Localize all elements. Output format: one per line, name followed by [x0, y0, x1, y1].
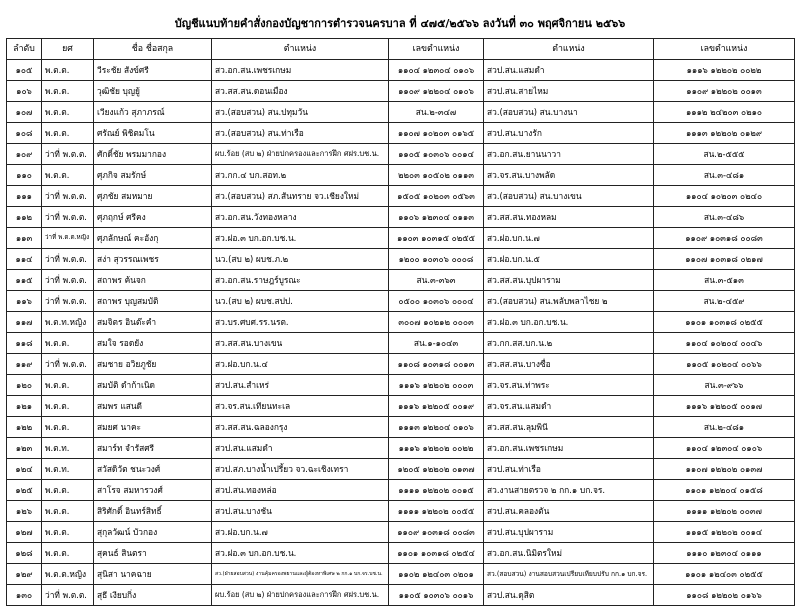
name-cell: สวัสดิวัต ชนะวงศ์ [94, 459, 212, 480]
new-position-number-cell: ๑๑๐๙ ๑๐๓๑๘ ๐๐๘๓ [654, 228, 795, 249]
new-position-number-cell: ๑๑๐๑ ๑๒๔๐๓ ๐๒๕๕ [654, 564, 795, 585]
current-position-cell: สวป.สน.แสมดำ [212, 438, 389, 459]
name-cell: วุฒิชัย บุญยู้ [94, 81, 212, 102]
current-position-number-cell: ๑๒๐๕ ๑๒๒๐๒ ๐๑๓๗ [389, 459, 484, 480]
new-position-cell: สว.จร.สน.ท่าพระ [484, 375, 654, 396]
table-row [7, 249, 795, 270]
new-position-number-cell: สน.๒-๔๕๙ [654, 291, 795, 312]
rank-cell: ว่าที่ พ.ต.ต. [42, 585, 94, 606]
header-cell: ตำแหน่ง [212, 39, 389, 60]
current-position-cell: สวป.สน.ทองหล่อ [212, 480, 389, 501]
name-cell: สมพร แสนดี [94, 396, 212, 417]
name-cell: สิริศักดิ์ อินทร์สิทธิ์ [94, 501, 212, 522]
new-position-number-cell: สน.๒-๔๘๑ [654, 417, 795, 438]
current-position-number-cell: ๐๕๐๐ ๑๐๓๐๖ ๐๐๐๔ [389, 291, 484, 312]
new-position-cell: สว.(สอบสวน) สน.บางเขน [484, 186, 654, 207]
row-number-cell: ๑๒๗ [7, 522, 42, 543]
header-cell: ลำดับ [7, 39, 42, 60]
new-position-number-cell: ๑๑๐๗ ๑๒๒๐๒ ๐๑๓๗ [654, 459, 795, 480]
table-row [7, 186, 795, 207]
new-position-cell: สวป.สน.ดุสิต [484, 585, 654, 606]
name-cell: ศุภชัย สมหมาย [94, 186, 212, 207]
current-position-cell: สว.(สอบสวน) สน.ท่าเรือ [212, 123, 389, 144]
row-number-cell: ๑๒๑ [7, 396, 42, 417]
new-position-cell: สว.อก.สน.เพชรเกษม [484, 438, 654, 459]
rank-cell: ว่าที่ พ.ต.ต. [42, 249, 94, 270]
rank-cell: พ.ต.ต. [42, 480, 94, 501]
rank-cell: พ.ต.ท. [42, 438, 94, 459]
new-position-cell: สว.(สอบสวน) สน.พลับพลาไชย ๒ [484, 291, 654, 312]
current-position-number-cell: ๑๑๐๑ ๑๐๓๑๘ ๐๒๕๔ [389, 543, 484, 564]
name-cell: สถาพร บุญสมบัติ [94, 291, 212, 312]
table-row [7, 312, 795, 333]
new-position-cell: สว.อก.สน.นิมิตรใหม่ [484, 543, 654, 564]
table-row [7, 396, 795, 417]
new-position-number-cell: ๑๑๑๕ ๑๒๒๐๒ ๐๐๑๔ [654, 522, 795, 543]
current-position-number-cell: ๑๑๐๕ ๑๐๓๐๖ ๐๐๑๔ [389, 144, 484, 165]
rank-cell: พ.ต.ต.หญิง [42, 564, 94, 585]
row-number-cell: ๑๒๘ [7, 543, 42, 564]
name-cell: ศุภฤกษ์ ศรีคง [94, 207, 212, 228]
rank-cell: พ.ต.ท.หญิง [42, 312, 94, 333]
table-row [7, 375, 795, 396]
table-row [7, 585, 795, 606]
name-cell: สถาพร ค้นจก [94, 270, 212, 291]
new-position-cell: สว.ฝอ.๓ บก.อก.บช.น. [484, 312, 654, 333]
rank-cell: พ.ต.ต. [42, 102, 94, 123]
current-position-number-cell: ๑๑๑๑ ๑๒๒๐๒ ๐๐๕๕ [389, 501, 484, 522]
new-position-number-cell: ๑๑๐๔ ๑๐๒๐๓ ๐๒๔๐ [654, 186, 795, 207]
rank-cell: พ.ต.ต. [42, 123, 94, 144]
new-position-number-cell: สน.๓-๕๑๓ [654, 270, 795, 291]
current-position-number-cell: ๑๑๐๙ ๑๐๓๑๘ ๐๐๘๓ [389, 522, 484, 543]
new-position-cell: สว.จร.สน.บางพลัด [484, 165, 654, 186]
table-row [7, 501, 795, 522]
current-position-number-cell: ๒๒๐๓ ๑๐๕๐๒ ๐๑๑๓ [389, 165, 484, 186]
new-position-cell: สว.จร.สน.แสมดำ [484, 396, 654, 417]
table-header-row [7, 39, 795, 60]
name-cell: สุนิสา นาคฉาย [94, 564, 212, 585]
rank-cell: ว่าที่ พ.ต.ต. [42, 207, 94, 228]
row-number-cell: ๑๑๔ [7, 249, 42, 270]
current-position-cell: สว.ฝอ.๓ บก.อก.บช.น. [212, 543, 389, 564]
new-position-number-cell: สน.๓-๔๘๑ [654, 165, 795, 186]
rank-cell: พ.ต.ต. [42, 165, 94, 186]
new-position-number-cell: สน.๓-๙๖๖ [654, 375, 795, 396]
table-row [7, 270, 795, 291]
current-position-number-cell: สน.๑-๑๐๔๓ [389, 333, 484, 354]
row-number-cell: ๑๒๔ [7, 459, 42, 480]
current-position-cell: ผบ.ร้อย (สบ ๒) ฝ่ายปกครองและการฝึก ศฝร.บช.น. [212, 585, 389, 606]
current-position-number-cell: ๑๑๐๕ ๑๐๓๐๖ ๐๐๑๖ [389, 585, 484, 606]
page-title: บัญชีแนบท้ายคำสั่งกองบัญชาการตำรวจนครบาล ที่ ๔๗๕/๒๕๖๖ ลงวันที่ ๓๐ พฤศจิกายน ๒๕๖๖ [174, 17, 626, 30]
current-position-number-cell: ๑๑๐๔ ๑๒๓๐๔ ๐๑๐๖ [389, 60, 484, 81]
current-position-cell: สว.(สอบสวน) สภ.สันทราย จว.เชียงใหม่ [212, 186, 389, 207]
rank-cell: พ.ต.ต. [42, 501, 94, 522]
name-cell: สุคนธ์ สินตรา [94, 543, 212, 564]
new-position-number-cell: ๑๑๑๒ ๒๔๒๐๓ ๐๒๑๐ [654, 102, 795, 123]
table-row [7, 354, 795, 375]
current-position-cell: สว.กก.๔ บก.สอท.๒ [212, 165, 389, 186]
row-number-cell: ๑๑๑ [7, 186, 42, 207]
current-position-cell: สว.ฝอ.บก.น.๔ [212, 354, 389, 375]
new-position-number-cell: ๑๑๑๐ ๑๒๓๐๔ ๐๑๑๑ [654, 543, 795, 564]
table-row [7, 543, 795, 564]
row-number-cell: ๑๐๗ [7, 102, 42, 123]
new-position-cell: สวป.สน.สายไหม [484, 81, 654, 102]
new-position-cell: สว.(สอบสวน) สน.บางนา [484, 102, 654, 123]
current-position-number-cell: ๑๑๐๗ ๑๐๒๐๓ ๐๑๖๕ [389, 123, 484, 144]
rank-cell: พ.ต.ต. [42, 396, 94, 417]
row-number-cell: ๑๒๓ [7, 438, 42, 459]
row-number-cell: ๑๐๙ [7, 144, 42, 165]
current-position-number-cell: ๑๑๐๓ ๑๐๓๑๕ ๐๒๕๕ [389, 228, 484, 249]
current-position-cell: สว.ฝอ.บก.น.๗ [212, 522, 389, 543]
name-cell: สง่า สุวรรณเพชร [94, 249, 212, 270]
name-cell: สมจิตร อินต๊ะคำ [94, 312, 212, 333]
table-row [7, 81, 795, 102]
current-position-cell: สว.(สอบสวน) สน.ปทุมวัน [212, 102, 389, 123]
table-row [7, 333, 795, 354]
name-cell: สุธี เงียบกิ่ง [94, 585, 212, 606]
current-position-cell: สว.(ฝ่ายสอบสวน) งานคุ้มครองพยานและผู้ต้องหาพิเศษ ๒ กก.๑ บก.จร.บช.น. [212, 564, 389, 585]
new-position-cell: สว.งานสายตรวจ ๒ กก.๑ บก.จร. [484, 480, 654, 501]
row-number-cell: ๑๒๕ [7, 480, 42, 501]
new-position-number-cell: ๑๑๐๕ ๑๐๒๐๔ ๐๐๖๖ [654, 354, 795, 375]
rank-cell: ว่าที่ พ.ต.ต. [42, 144, 94, 165]
row-number-cell: ๑๒๐ [7, 375, 42, 396]
current-position-number-cell: ๑๑๑๓ ๑๒๒๐๔ ๐๑๐๖ [389, 417, 484, 438]
new-position-number-cell: ๑๑๑๖ ๑๒๒๐๒ ๐๐๒๒ [654, 60, 795, 81]
current-position-cell: สว.สส.สน.บางเขน [212, 333, 389, 354]
table-row [7, 459, 795, 480]
table-row [7, 522, 795, 543]
table-row [7, 291, 795, 312]
row-number-cell: ๑๑๐ [7, 165, 42, 186]
name-cell: วีระชัย สังข์ศรี [94, 60, 212, 81]
current-position-number-cell: สน.๒-๓๔๗ [389, 102, 484, 123]
name-cell: สาโรจ สมหารวงศ์ [94, 480, 212, 501]
row-number-cell: ๑๓๐ [7, 585, 42, 606]
new-position-cell: สว.สส.สน.ลุมพินี [484, 417, 654, 438]
rank-cell: พ.ต.ท. [42, 459, 94, 480]
new-position-cell: สวป.สน.บางรัก [484, 123, 654, 144]
rank-cell: ว่าที่ พ.ต.ต. [42, 270, 94, 291]
name-cell: สมชาย อวิยภูชัย [94, 354, 212, 375]
rank-cell: ว่าที่ พ.ต.ต. [42, 186, 94, 207]
current-position-cell: สวป.สน.สำเหร่ [212, 375, 389, 396]
name-cell: สุกุลวัฒน์ บัวกอง [94, 522, 212, 543]
table-body [7, 60, 795, 606]
current-position-cell: สว.จร.สน.เทียนทะเล [212, 396, 389, 417]
header-cell: ยศ [42, 39, 94, 60]
name-cell: เวียงแก้ว สุภาภรณ์ [94, 102, 212, 123]
table-row [7, 123, 795, 144]
new-position-number-cell: ๑๑๐๔ ๑๒๓๐๔ ๐๑๐๖ [654, 438, 795, 459]
table-row [7, 438, 795, 459]
rank-cell: พ.ต.ต. [42, 81, 94, 102]
current-position-cell: สว.ฝอ.๓ บก.อก.บช.น. [212, 228, 389, 249]
new-position-number-cell: สน.๒-๕๕๕ [654, 144, 795, 165]
table-row [7, 60, 795, 81]
new-position-cell: สวป.สน.คลองตัน [484, 501, 654, 522]
current-position-cell: นว.(สบ ๒) ผบช.ภ.๒ [212, 249, 389, 270]
row-number-cell: ๑๐๘ [7, 123, 42, 144]
new-position-number-cell: ๑๑๐๘ ๑๒๒๐๒ ๐๑๖๖ [654, 585, 795, 606]
name-cell: ศักดิ์ชัย พรมมากอง [94, 144, 212, 165]
row-number-cell: ๑๑๖ [7, 291, 42, 312]
new-position-cell: สว.อก.สน.ยานนาวา [484, 144, 654, 165]
new-position-cell: สว.สส.สน.บางซื่อ [484, 354, 654, 375]
row-number-cell: ๑๒๖ [7, 501, 42, 522]
new-position-cell: สว.ฝอ.บก.น.๕ [484, 249, 654, 270]
current-position-cell: สว.สส.สน.ดอนเมือง [212, 81, 389, 102]
current-position-number-cell: ๑๑๑๖ ๑๒๒๐๒ ๐๐๐๓ [389, 375, 484, 396]
header-cell: เลขตำแหน่ง [389, 39, 484, 60]
current-position-number-cell: ๑๒๐๐ ๑๐๓๐๖ ๐๐๐๘ [389, 249, 484, 270]
table-row [7, 207, 795, 228]
current-position-number-cell: ๑๑๐๘ ๑๐๓๑๘ ๐๐๑๓ [389, 354, 484, 375]
current-position-cell: สว.อก.สน.เพชรเกษม [212, 60, 389, 81]
new-position-number-cell: ๑๑๐๗ ๑๐๓๑๘ ๐๒๑๗ [654, 249, 795, 270]
current-position-number-cell: ๑๑๑๖ ๑๒๒๐๒ ๐๐๒๒ [389, 438, 484, 459]
rank-cell: ว่าที่ พ.ต.ต. [42, 291, 94, 312]
header-cell: ชื่อ ชื่อสกุล [94, 39, 212, 60]
header-cell: ตำแหน่ง [484, 39, 654, 60]
current-position-number-cell: ๓๐๐๗ ๑๐๒๑๒ ๐๐๐๓ [389, 312, 484, 333]
row-number-cell: ๑๑๒ [7, 207, 42, 228]
rank-cell: พ.ต.ต. [42, 417, 94, 438]
table-row [7, 102, 795, 123]
new-position-cell: สว.(สอบสวน) งานสอบสวนเปรียบเทียบปรับ กก.๑ บก.จร. [484, 564, 654, 585]
personnel-table [6, 38, 795, 606]
current-position-number-cell: ๑๑๑๖ ๑๒๒๐๕ ๐๐๑๙ [389, 396, 484, 417]
name-cell: สมใจ รอดยัง [94, 333, 212, 354]
current-position-cell: นว.(สบ ๒) ผบช.สปป. [212, 291, 389, 312]
current-position-cell: ผบ.ร้อย (สบ ๒) ฝ่ายปกครองและการฝึก ศฝร.บช.น. [212, 144, 389, 165]
new-position-cell: สวป.สน.แสมดำ [484, 60, 654, 81]
new-position-cell: สว.สส.สน.ทองหลม [484, 207, 654, 228]
current-position-cell: สวป.สภ.บางน้ำเปรี้ยว จว.ฉะเชิงเทรา [212, 459, 389, 480]
new-position-number-cell: สน.๓-๔๘๖ [654, 207, 795, 228]
new-position-number-cell: ๑๑๐๔ ๑๐๒๐๔ ๐๐๔๖ [654, 333, 795, 354]
table-row [7, 144, 795, 165]
row-number-cell: ๑๒๙ [7, 564, 42, 585]
current-position-number-cell: สน.๓-๓๖๓ [389, 270, 484, 291]
new-position-number-cell: ๑๑๑๑ ๑๒๒๐๒ ๐๐๓๗ [654, 501, 795, 522]
row-number-cell: ๑๐๖ [7, 81, 42, 102]
current-position-cell: สว.อก.สน.วังทองหลาง [212, 207, 389, 228]
row-number-cell: ๑๑๘ [7, 333, 42, 354]
current-position-cell: สว.สส.สน.ฉลองกรุง [212, 417, 389, 438]
rank-cell: พ.ต.ต. [42, 543, 94, 564]
current-position-number-cell: ๑๑๐๖ ๑๒๓๐๔ ๐๑๑๓ [389, 207, 484, 228]
name-cell: สมบัติ ดำก้าเนิด [94, 375, 212, 396]
rank-cell: ว่าที่ พ.ต.ต. [42, 354, 94, 375]
name-cell: ศรัณย์ พิชิตมโน [94, 123, 212, 144]
new-position-cell: สว.ฝอ.บก.น.๗ [484, 228, 654, 249]
new-position-number-cell: ๑๑๐๙ ๑๒๒๐๒ ๐๐๑๓ [654, 81, 795, 102]
current-position-number-cell: ๑๑๑๑ ๑๒๒๐๒ ๐๐๑๕ [389, 480, 484, 501]
current-position-cell: สวป.สน.บางชัน [212, 501, 389, 522]
name-cell: ศุภกิจ สมรักษ์ [94, 165, 212, 186]
new-position-cell: สวป.สน.บุปผาราม [484, 522, 654, 543]
current-position-cell: สว.อก.สน.ราษฎร์บูรณะ [212, 270, 389, 291]
header-cell: เลขตำแหน่ง [654, 39, 795, 60]
table-row [7, 228, 795, 249]
current-position-number-cell: ๑๕๐๕ ๑๐๒๐๓ ๐๕๖๓ [389, 186, 484, 207]
new-position-cell: สวป.สน.ท่าเรือ [484, 459, 654, 480]
new-position-number-cell: ๑๑๑๓ ๑๒๒๐๒ ๐๑๒๙ [654, 123, 795, 144]
table-row [7, 417, 795, 438]
new-position-number-cell: ๑๑๑๖ ๑๒๒๐๕ ๐๐๑๗ [654, 396, 795, 417]
table-row [7, 564, 795, 585]
name-cell: สมยศ นาคะ [94, 417, 212, 438]
rank-cell: ว่าที่ พ.ต.ต.หญิง [42, 228, 94, 249]
new-position-number-cell: ๑๑๐๑ ๑๐๓๑๘ ๐๒๕๕ [654, 312, 795, 333]
new-position-number-cell: ๑๑๐๑ ๑๒๒๐๔ ๐๑๕๘ [654, 480, 795, 501]
row-number-cell: ๑๑๗ [7, 312, 42, 333]
new-position-cell: สว.กก.สส.บก.น.๒ [484, 333, 654, 354]
name-cell: สมาร์ท จำรัสศรี [94, 438, 212, 459]
rank-cell: พ.ต.ต. [42, 333, 94, 354]
rank-cell: พ.ต.ต. [42, 522, 94, 543]
row-number-cell: ๑๑๙ [7, 354, 42, 375]
rank-cell: พ.ต.ต. [42, 375, 94, 396]
current-position-number-cell: ๑๑๐๙ ๑๒๒๐๔ ๐๑๐๖ [389, 81, 484, 102]
row-number-cell: ๑๑๓ [7, 228, 42, 249]
table-row [7, 480, 795, 501]
table-row [7, 165, 795, 186]
row-number-cell: ๑๐๕ [7, 60, 42, 81]
rank-cell: พ.ต.ต. [42, 60, 94, 81]
current-position-number-cell: ๑๑๐๒ ๑๒๔๐๓ ๐๒๐๑ [389, 564, 484, 585]
row-number-cell: ๑๑๕ [7, 270, 42, 291]
name-cell: ศุภลักษณ์ คะอังกุ [94, 228, 212, 249]
current-position-cell: สว.บร.ศบศ.รร.นรต. [212, 312, 389, 333]
new-position-cell: สว.สส.สน.บุปผาราม [484, 270, 654, 291]
row-number-cell: ๑๒๒ [7, 417, 42, 438]
